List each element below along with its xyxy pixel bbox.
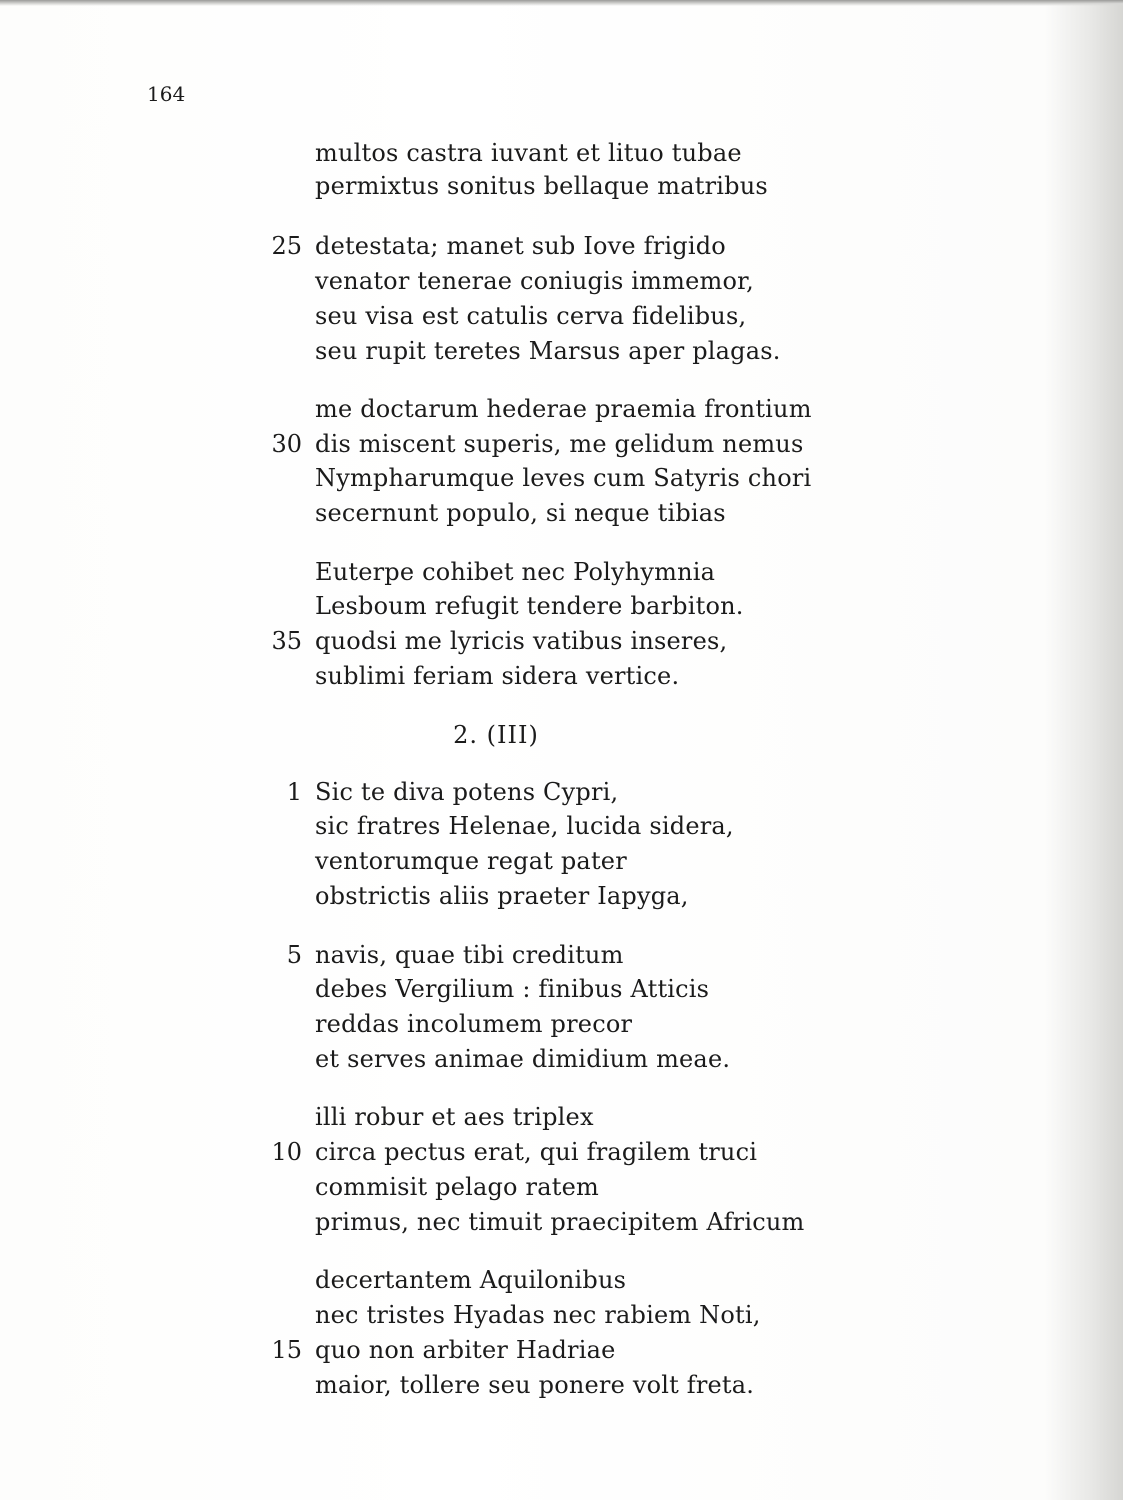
verse-line: nec tristes Hyadas nec rabiem Noti, <box>315 1301 761 1329</box>
verse-line: seu visa est catulis cerva fidelibus, <box>315 302 747 330</box>
verse-line: decertantem Aquilonibus <box>315 1266 627 1294</box>
verse-line: Lesboum refugit tendere barbiton. <box>315 592 744 620</box>
verse-line: illi robur et aes triplex <box>315 1103 594 1131</box>
verse-line: multos castra iuvant et lituo tubae <box>315 139 742 167</box>
verse-line: navis, quae tibi creditum <box>315 941 624 969</box>
verse-line: commisit pelago ratem <box>315 1173 599 1201</box>
line-number: 30 <box>271 430 302 458</box>
line-number: 35 <box>271 627 302 655</box>
verse-line: quo non arbiter Hadriae <box>315 1336 616 1364</box>
line-number: 1 <box>286 778 302 806</box>
verse-line: obstrictis aliis praeter Iapyga, <box>315 882 689 910</box>
line-number: 15 <box>271 1336 302 1364</box>
verse-line: me doctarum hederae praemia frontium <box>315 395 812 423</box>
verse-line: primus, nec timuit praecipitem Africum <box>315 1208 805 1236</box>
page-number: 164 <box>147 82 186 106</box>
line-number: 5 <box>286 941 302 969</box>
verse-line: circa pectus erat, qui fragilem truci <box>315 1138 758 1166</box>
verse-line: debes Vergilium : finibus Atticis <box>315 975 710 1003</box>
page-top-edge <box>0 0 1123 6</box>
verse-line: ventorumque regat pater <box>315 847 627 875</box>
verse-line: Nympharumque leves cum Satyris chori <box>315 464 812 492</box>
verse-line: sic fratres Helenae, lucida sidera, <box>315 812 734 840</box>
verse-line: sublimi feriam sidera vertice. <box>315 662 680 690</box>
verse-line: detestata; manet sub Iove frigido <box>315 232 726 260</box>
verse-line: Euterpe cohibet nec Polyhymnia <box>315 558 716 586</box>
verse-line: et serves animae dimidium meae. <box>315 1045 731 1073</box>
verse-line: permixtus sonitus bellaque matribus <box>315 172 768 200</box>
verse-line: maior, tollere seu ponere volt freta. <box>315 1371 755 1399</box>
line-number: 25 <box>271 232 302 260</box>
verse-line: venator tenerae coniugis immemor, <box>315 267 754 295</box>
line-number: 10 <box>271 1138 302 1166</box>
verse-line: dis miscent superis, me gelidum nemus <box>315 430 804 458</box>
verse-line: quodsi me lyricis vatibus inseres, <box>315 627 728 655</box>
verse-line: seu rupit teretes Marsus aper plagas. <box>315 337 781 365</box>
poem-heading: 2. (III) <box>453 721 539 749</box>
verse-line: Sic te diva potens Cypri, <box>315 778 619 806</box>
verse-line: reddas incolumem precor <box>315 1010 633 1038</box>
verse-line: secernunt populo, si neque tibias <box>315 499 726 527</box>
